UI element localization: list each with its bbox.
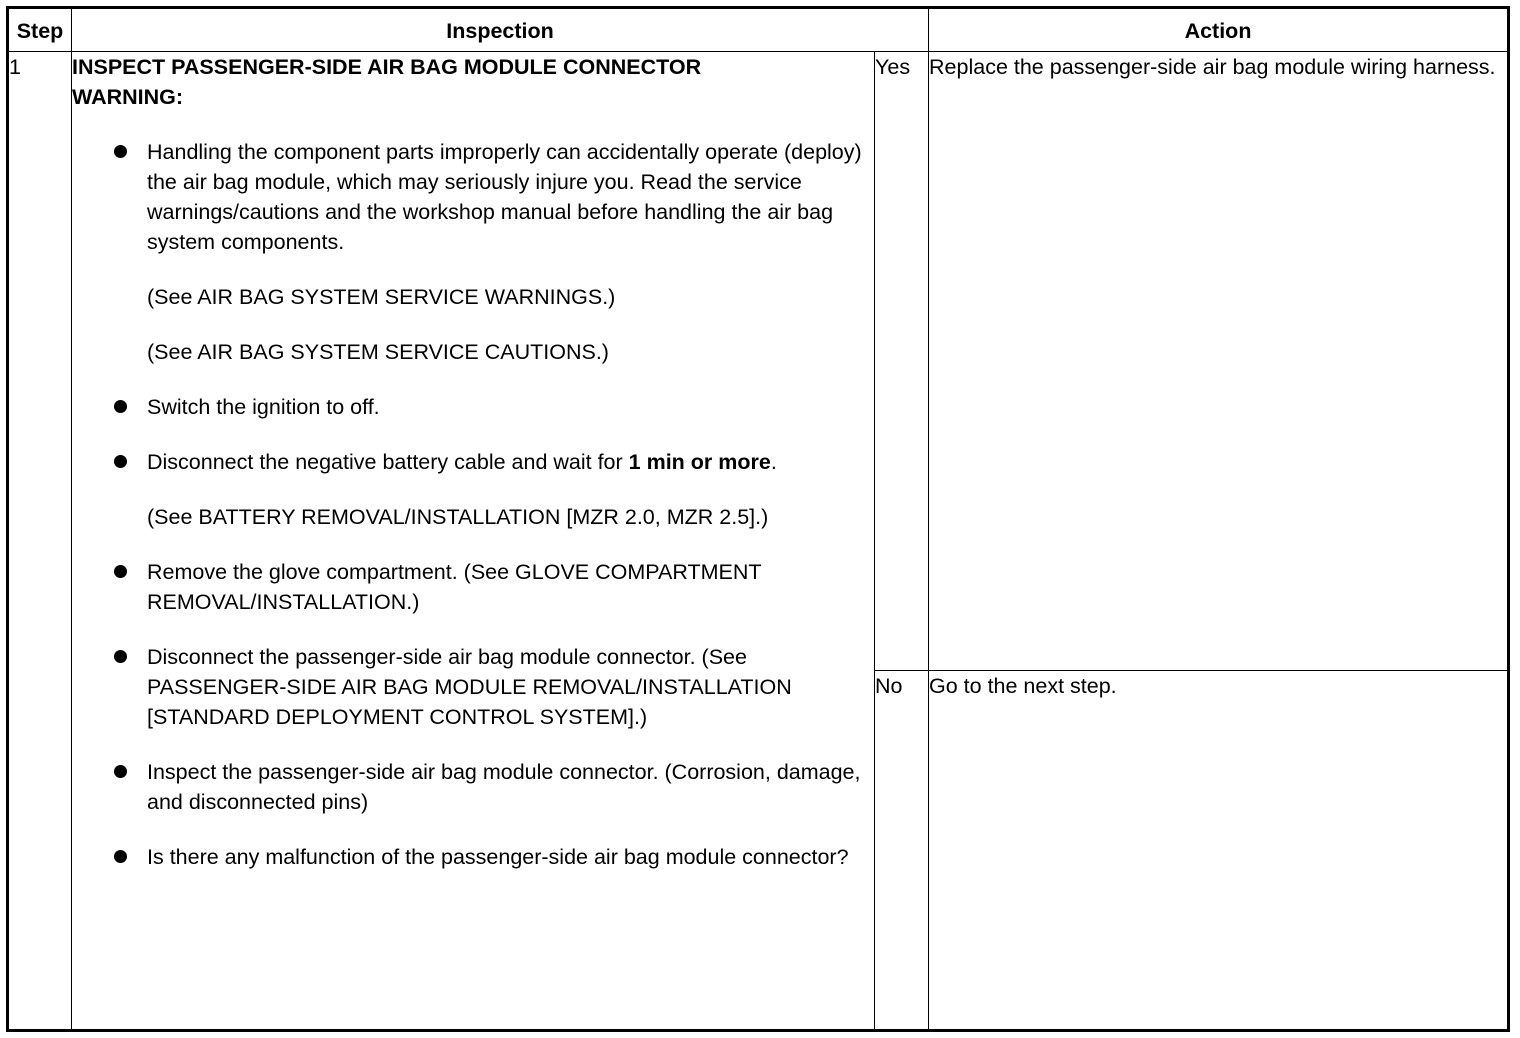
list-item <box>112 557 874 617</box>
bullet-icon <box>114 145 127 158</box>
list-item <box>112 447 874 532</box>
step-number: 1 <box>8 52 72 1031</box>
bullet-icon <box>114 400 127 413</box>
no-action: Go to the next step. <box>929 671 1509 1031</box>
list-item <box>112 392 874 422</box>
list-item <box>112 137 874 367</box>
bullet-icon <box>114 765 127 778</box>
inspection-heading <box>72 52 874 112</box>
inspection-bullet-list <box>72 137 874 872</box>
inspect-text: Inspect the passenger-side air bag module connector. (Corrosion, damage, and disconnected pins) <box>147 760 861 814</box>
disconnect-text: Disconnect the passenger-side air bag module connector. (See PASSENGER-SIDE AIR BAG MODULE REMOVAL/INSTALLATION [STANDARD DEPLOYMENT CONTROL SYSTEM].) <box>147 645 792 729</box>
battery-text: Disconnect the negative battery cable and wait for <box>147 450 629 474</box>
yes-action: Replace the passenger-side air bag module wiring harness. <box>929 52 1509 671</box>
inspection-cell <box>72 52 875 1031</box>
action-header: Action <box>929 8 1509 52</box>
bullet-icon <box>114 650 127 663</box>
battery-wait-time: 1 min or more <box>628 450 771 474</box>
header-row <box>8 8 1509 52</box>
warning-label: WARNING: <box>72 85 184 109</box>
procedure-table <box>6 6 1510 1032</box>
bullet-icon <box>114 565 127 578</box>
list-item <box>112 842 874 872</box>
bullet-icon <box>114 850 127 863</box>
glove-text: Remove the glove compartment. (See GLOVE COMPARTMENT REMOVAL/INSTALLATION.) <box>147 560 762 614</box>
warning-text: Handling the component parts improperly can accidentally operate (deploy) the air bag module, which may seriously injure you. Read the service warnings/cautions and the workshop manual before handling the air bag system components. <box>147 140 862 254</box>
bullet-icon <box>114 455 127 468</box>
step-header: Step <box>8 8 72 52</box>
list-item <box>112 642 874 732</box>
battery-text-end: . <box>770 450 777 474</box>
inspection-header: Inspection <box>72 8 929 52</box>
list-item <box>112 757 874 817</box>
question-text: Is there any malfunction of the passenger-side air bag module connector? <box>147 845 849 869</box>
yes-label: Yes <box>875 52 929 671</box>
cautions-reference: (See AIR BAG SYSTEM SERVICE CAUTIONS.) <box>147 340 609 364</box>
ignition-text: Switch the ignition to off. <box>147 395 380 419</box>
step-row-yes <box>8 52 1509 671</box>
battery-reference: (See BATTERY REMOVAL/INSTALLATION [MZR 2.0, MZR 2.5].) <box>147 505 769 529</box>
warnings-reference: (See AIR BAG SYSTEM SERVICE WARNINGS.) <box>147 285 616 309</box>
inspection-title: INSPECT PASSENGER-SIDE AIR BAG MODULE CONNECTOR <box>72 55 702 79</box>
no-label: No <box>875 671 929 1031</box>
